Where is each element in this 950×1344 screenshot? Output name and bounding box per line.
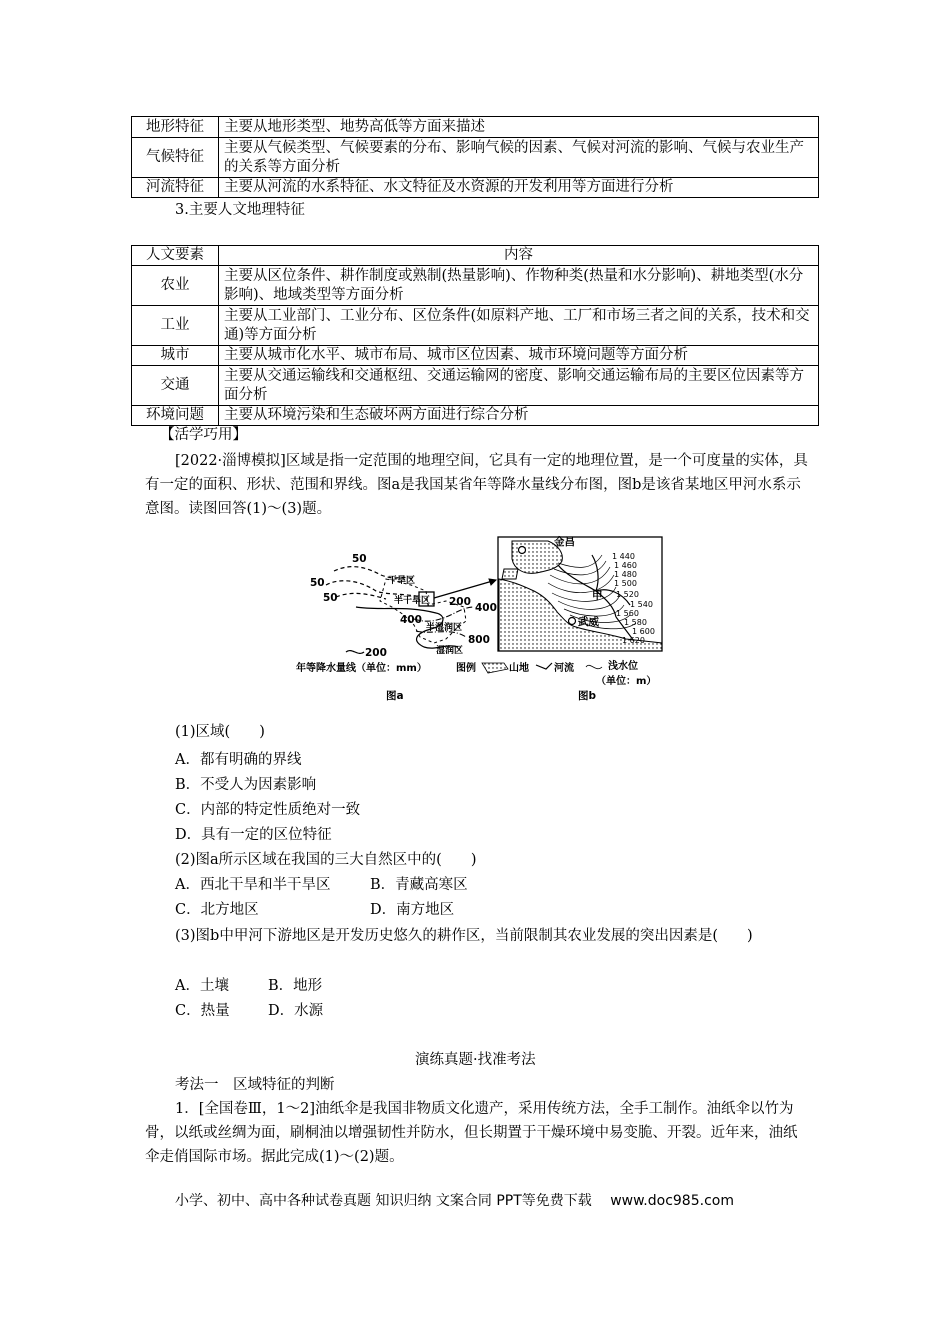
isohyet-label: 400 — [475, 602, 497, 614]
question-1-option-c: C．内部的特定性质绝对一致 — [175, 802, 361, 818]
table-cell-content: 主要从城市化水平、城市布局、城市区位因素、城市环境问题等方面分析 — [219, 346, 819, 366]
region-label: 湿润区 — [436, 646, 464, 656]
mountain-area-small — [502, 569, 518, 579]
question-3: (3)图b中甲河下游地区是开发历史悠久的耕作区，当前限制其农业发展的突出因素是( ) — [175, 928, 753, 944]
table-cell-key: 交通 — [132, 366, 219, 406]
natural-features-table — [131, 116, 819, 198]
table-cell-key: 地形特征 — [132, 117, 219, 138]
table-row — [132, 138, 819, 178]
province-outline — [380, 579, 466, 643]
section-heading: 演练真题·找准考法 — [415, 1052, 536, 1068]
legend-depth-label: 浅水位 — [608, 661, 638, 672]
question-2: (2)图a所示区域在我国的三大自然区中的( ) — [175, 852, 477, 868]
legend-title: 图例 — [456, 663, 476, 674]
depth-level-label: 1 560 — [616, 609, 639, 618]
table-cell-key: 城市 — [132, 346, 219, 366]
precipitation-figure — [296, 535, 666, 707]
next-question-paragraph: 1．[全国卷Ⅲ，1～2]油纸伞是我国非物质文化遗产，采用传统方法，全手工制作。油纸伞以竹为骨，以纸或丝绸为面，刷桐油以增强韧性并防水，但长期置于干燥环境中易变脆、开裂。近年来，油纸伞走俏国际市场。据此完成(1)～(2)题。 — [145, 1101, 798, 1165]
region-label: 半干旱区 — [394, 596, 431, 606]
table-cell-content: 主要从区位条件、耕作制度或熟制(热量影响)、作物种类(热量和水分影响)、耕地类型(水分影响)、地域类型等方面分析 — [219, 266, 819, 306]
question-3-option-a: A．土壤 — [175, 978, 229, 994]
table-cell-content: 主要从河流的水系特征、水文特征及水资源的开发利用等方面进行分析 — [219, 178, 819, 198]
legend-mountain-label: 山地 — [509, 663, 529, 674]
isohyet-label: 50 — [310, 577, 325, 589]
legend-mountain-swatch — [482, 663, 508, 673]
city-jinchang-label: 金昌 — [554, 536, 575, 548]
table-cell-content: 主要从环境污染和生态破坏两方面进行综合分析 — [219, 406, 819, 426]
question-1-option-a: A．都有明确的界线 — [175, 752, 302, 768]
legend-isohyet-sample — [346, 651, 364, 654]
table-row — [132, 346, 819, 366]
question-1-option-b: B．不受人为因素影响 — [175, 777, 317, 793]
table-cell-content: 主要从地形类型、地势高低等方面来描述 — [219, 117, 819, 138]
isohyet-label: 800 — [468, 634, 490, 646]
legend-depth-unit: （单位：m） — [596, 676, 657, 687]
table-row — [132, 366, 819, 406]
table-cell-key: 环境问题 — [132, 406, 219, 426]
depth-level-label: 1 600 — [632, 627, 655, 636]
table-cell-key: 农业 — [132, 266, 219, 306]
legend-river-label: 河流 — [554, 663, 574, 674]
section-3-title: 3.主要人文地理特征 — [175, 202, 305, 218]
table-cell-key: 河流特征 — [132, 178, 219, 198]
question-2-option-a: A．西北干旱和半干旱区 — [175, 877, 331, 893]
question-2-option-d: D．南方地区 — [370, 902, 455, 918]
question-3-option-b: B．地形 — [268, 978, 323, 994]
river-jia-label: 甲 — [592, 590, 603, 602]
question-1: (1)区域( ) — [175, 724, 265, 740]
city-wuwei-label: 武威 — [578, 616, 599, 628]
figure-a-legend: 年等降水量线（单位：mm） — [296, 663, 427, 674]
depth-level-label: 1 580 — [624, 618, 647, 627]
figure-b-legend — [456, 659, 656, 687]
table-row — [132, 306, 819, 346]
table-row — [132, 178, 819, 198]
city-jinchang-marker — [519, 547, 526, 554]
legend-depth-swatch — [586, 665, 602, 668]
depth-level-label: 1 440 — [612, 552, 635, 561]
region-label: 半湿润区 — [426, 623, 463, 633]
table-cell-key: 气候特征 — [132, 138, 219, 178]
isohyet-label: 200 — [365, 647, 387, 659]
depth-level-label: 1 500 — [614, 579, 637, 588]
isohyet-label: 50 — [323, 592, 338, 604]
huoxue-heading: 【活学巧用】 — [160, 427, 247, 443]
depth-level-label: 1 520 — [616, 590, 639, 599]
figure-a-caption: 图a — [386, 690, 404, 702]
isohyet-50-inner — [336, 593, 386, 599]
page-footer: 小学、初中、高中各种试卷真题 知识归纳 文案合同 PPT等免费下载 www.doc985.com — [175, 1193, 734, 1209]
question-2-option-c: C．北方地区 — [175, 902, 259, 918]
table-cell-key: 工业 — [132, 306, 219, 346]
table-cell-content: 主要从交通运输线和交通枢纽、交通运输网的密度、影响交通运输布局的主要区位因素等方面分析 — [219, 366, 819, 406]
depth-level-label: 1 620 — [622, 636, 645, 645]
question-3-option-d: D．水源 — [268, 1003, 324, 1019]
isohyet-label: 400 — [400, 614, 422, 626]
isohyet-label: 50 — [352, 553, 367, 565]
table-row — [132, 406, 819, 426]
table-header-content: 内容 — [219, 246, 819, 266]
question-3-option-c: C．热量 — [175, 1003, 230, 1019]
question-2-option-b: B．青藏高寒区 — [370, 877, 468, 893]
table-cell-content: 主要从气候类型、气候要素的分布、影响气候的因素、气候对河流的影响、气候与农业生产的关系等方面分析 — [219, 138, 819, 178]
depth-level-label: 1 540 — [630, 600, 653, 609]
question-1-option-d: D．具有一定的区位特征 — [175, 827, 332, 843]
intro-paragraph: [2022·淄博模拟]区域是指一定范围的地理空间，它具有一定的地理位置，是一个可度量的实体，具有一定的面积、形状、范围和界线。图a是我国某省年等降水量线分布图，图b是该省某地区甲河水系示意图。读图回答(1)～(3)题。 — [145, 453, 808, 517]
table-header-row — [132, 246, 819, 266]
table-cell-content: 主要从工业部门、工业分布、区位条件(如原料产地、工厂和市场三者之间的关系，技术和交通)等方面分析 — [219, 306, 819, 346]
kaofa-heading: 考法一 区域特征的判断 — [175, 1077, 335, 1093]
depth-level-label: 1 480 — [614, 570, 637, 579]
table-row — [132, 117, 819, 138]
figure-b-caption: 图b — [578, 690, 597, 702]
depth-level-label: 1 460 — [614, 561, 637, 570]
human-features-table — [131, 245, 819, 426]
isohyet-400 — [414, 607, 474, 621]
region-label: 干旱区 — [388, 576, 416, 586]
legend-river-swatch — [536, 663, 552, 669]
city-wuwei-marker — [569, 618, 576, 625]
isohyet-label: 200 — [449, 596, 471, 608]
table-row — [132, 266, 819, 306]
table-header-key: 人文要素 — [132, 246, 219, 266]
